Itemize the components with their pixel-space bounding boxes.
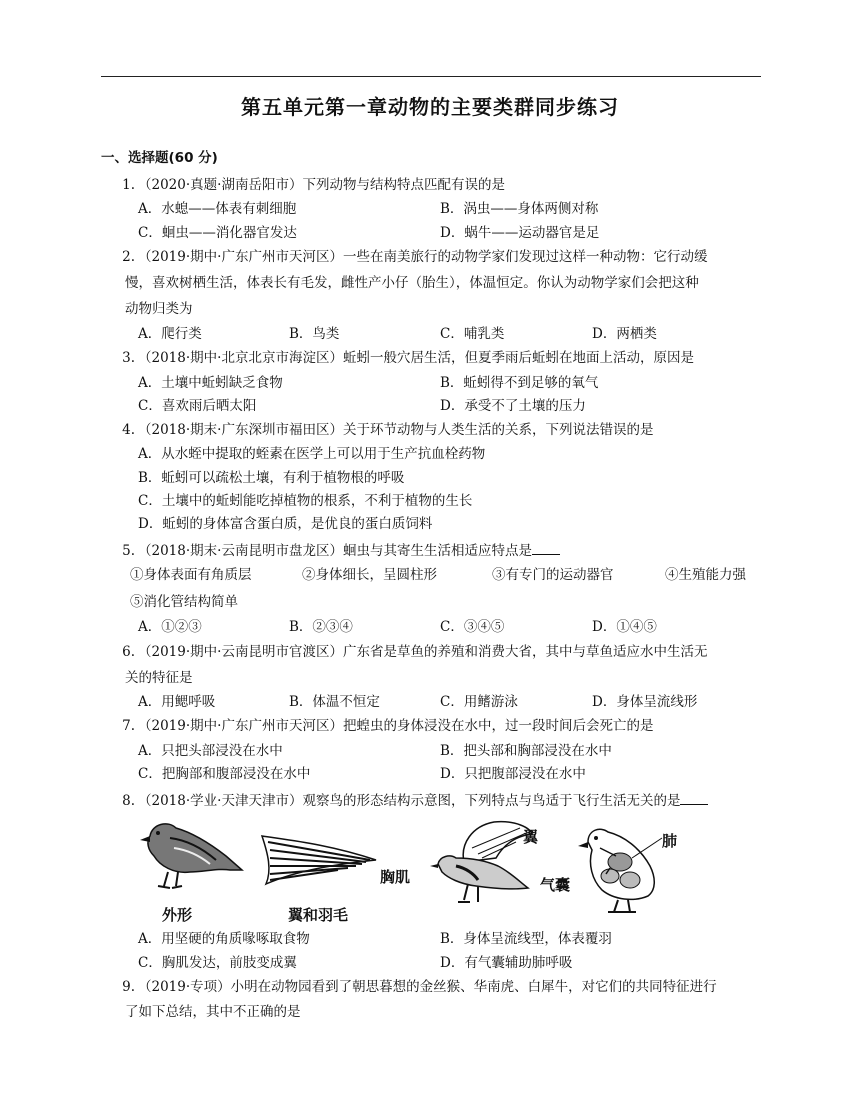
option-a: A．只把头部浸没在水中 [138, 743, 283, 759]
air-sac-illustration [570, 820, 670, 916]
top-rule [101, 76, 761, 77]
option-b: B．蚯蚓得不到足够的氧气 [440, 375, 599, 391]
question-1: 1. （2020·真题·湖南岳阳市）下列动物与结构特点匹配有误的是 [122, 177, 505, 193]
option-a: A．从水蛭中提取的蛭素在医学上可以用于生产抗血栓药物 [138, 446, 486, 462]
option-c: C．哺乳类 [440, 326, 505, 342]
label-wing: 翼 [523, 828, 539, 846]
question-5: 5. （2018·期末·云南昆明市盘龙区）蛔虫与其寄生生活相适应特点是 [101, 540, 560, 560]
question-text-cont: 关的特征是 [125, 670, 193, 686]
page-title: 第五单元第一章动物的主要类群同步练习 [241, 95, 619, 119]
question-9: 9. （2019·专项）小明在动物园看到了朝思暮想的金丝猴、华南虎、白犀牛，对它们的共同特征进行 [122, 979, 717, 995]
statement-3: ③有专门的运动器官 [492, 567, 614, 583]
question-text: （2018·期中·北京北京市海淀区）蚯蚓一般穴居生活，但夏季雨后蚯蚓在地面上活动，原因是 [138, 350, 694, 366]
question-text: （2018·期末·广东深圳市福田区）关于环节动物与人类生活的关系，下列说法错误的是 [138, 422, 654, 438]
option-a: A．土壤中蚯蚓缺乏食物 [138, 375, 283, 391]
option-c: C．土壤中的蚯蚓能吃掉植物的根系，不利于植物的生长 [138, 493, 473, 509]
option-c: C．③④⑤ [440, 619, 505, 635]
question-text: （2019·期中·云南昆明市官渡区）广东省是草鱼的养殖和消费大省，其中与草鱼适应水中生活无 [138, 644, 708, 660]
bird-figure [130, 816, 690, 928]
sparrow-illustration [130, 816, 245, 896]
option-d: D．①④⑤ [592, 619, 657, 635]
option-b: B．体温不恒定 [289, 694, 380, 710]
option-b: B．涡虫——身体两侧对称 [440, 201, 599, 217]
option-a: A．爬行类 [138, 326, 202, 342]
flight-muscle-illustration [420, 818, 540, 913]
question-4: 4. （2018·期末·广东深圳市福田区）关于环节动物与人类生活的关系，下列说法错误的是 [122, 422, 654, 438]
option-a: A．①②③ [138, 619, 202, 635]
option-b: B．蚯蚓可以疏松土壤，有利于植物根的呼吸 [138, 470, 405, 486]
option-b: B．②③④ [289, 619, 353, 635]
statement-4: ④生殖能力强 [665, 567, 746, 583]
question-text: （2018·学业·天津天津市）观察鸟的形态结构示意图，下列特点与鸟适于飞行生活无关的是 [138, 793, 681, 809]
option-d: D．蚯蚓的身体富含蛋白质，是优良的蛋白质饲料 [138, 516, 433, 532]
answer-blank [680, 790, 708, 805]
question-text: （2018·期末·云南昆明市盘龙区）蛔虫与其寄生生活相适应特点是 [138, 543, 532, 559]
section-heading: 一、选择题(60 分) [101, 150, 218, 166]
statement-2: ②身体细长，呈圆柱形 [302, 567, 437, 583]
option-c: C．把胸部和腹部浸没在水中 [138, 766, 311, 782]
option-a: A．用鳃呼吸 [138, 694, 216, 710]
label-chest-muscle: 胸肌 [380, 868, 411, 886]
figure-caption-wing: 翼和羽毛 [288, 906, 349, 924]
option-c: C．用鳍游泳 [440, 694, 518, 710]
option-a: A．水螅——体表有刺细胞 [138, 201, 297, 217]
option-d: D．身体呈流线形 [592, 694, 698, 710]
question-2: 2. （2019·期中·广东广州市天河区）一些在南美旅行的动物学家们发现过这样一种动物：它行动缓 [122, 249, 708, 265]
question-text: （2019·期中·广东广州市天河区）把蝗虫的身体浸没在水中，过一段时间后会死亡的是 [138, 718, 654, 734]
answer-blank [532, 540, 560, 555]
option-c: C．蛔虫——消化器官发达 [138, 225, 297, 241]
option-c: C．胸肌发达，前肢变成翼 [138, 955, 297, 971]
label-air-sac: 气囊 [540, 876, 571, 894]
option-d: D．有气囊辅助肺呼吸 [440, 955, 573, 971]
option-b: B．身体呈流线型，体表覆羽 [440, 931, 612, 947]
option-d: D．承受不了土壤的压力 [440, 398, 586, 414]
question-text: （2019·期中·广东广州市天河区）一些在南美旅行的动物学家们发现过这样一种动物：它行动缓 [138, 249, 708, 265]
option-a: A．用坚硬的角质喙啄取食物 [138, 931, 310, 947]
option-b: B．把头部和胸部浸没在水中 [440, 743, 612, 759]
figure-caption-shape: 外形 [162, 906, 193, 924]
question-text-cont: 了如下总结，其中不正确的是 [125, 1004, 301, 1020]
question-6: 6. （2019·期中·云南昆明市官渡区）广东省是草鱼的养殖和消费大省，其中与草鱼适应水中生活无 [122, 644, 708, 660]
question-7: 7. （2019·期中·广东广州市天河区）把蝗虫的身体浸没在水中，过一段时间后会死亡的是 [122, 718, 654, 734]
option-b: B．鸟类 [289, 326, 340, 342]
question-text: （2020·真题·湖南岳阳市）下列动物与结构特点匹配有误的是 [138, 177, 505, 193]
option-d: D．蜗牛——运动器官是足 [440, 225, 600, 241]
question-3: 3. （2018·期中·北京北京市海淀区）蚯蚓一般穴居生活，但夏季雨后蚯蚓在地面上活动，原因是 [122, 350, 694, 366]
option-d: D．两栖类 [592, 326, 657, 342]
statement-5: ⑤消化管结构简单 [130, 594, 238, 610]
question-text-cont: 动物归类为 [125, 301, 193, 317]
option-c: C．喜欢雨后晒太阳 [138, 398, 257, 414]
question-text-cont: 慢，喜欢树栖生活，体表长有毛发，雌性产小仔（胎生），体温恒定。你认为动物学家们会把这种 [125, 275, 699, 291]
label-lung: 肺 [662, 832, 678, 850]
statement-1: ①身体表面有角质层 [130, 567, 252, 583]
option-d: D．只把腹部浸没在水中 [440, 766, 586, 782]
wing-illustration [258, 830, 380, 890]
question-text: （2019·专项）小明在动物园看到了朝思暮想的金丝猴、华南虎、白犀牛，对它们的共同特征进行 [138, 979, 717, 995]
question-8: 8. （2018·学业·天津天津市）观察鸟的形态结构示意图，下列特点与鸟适于飞行生活无关的是 [101, 790, 708, 810]
